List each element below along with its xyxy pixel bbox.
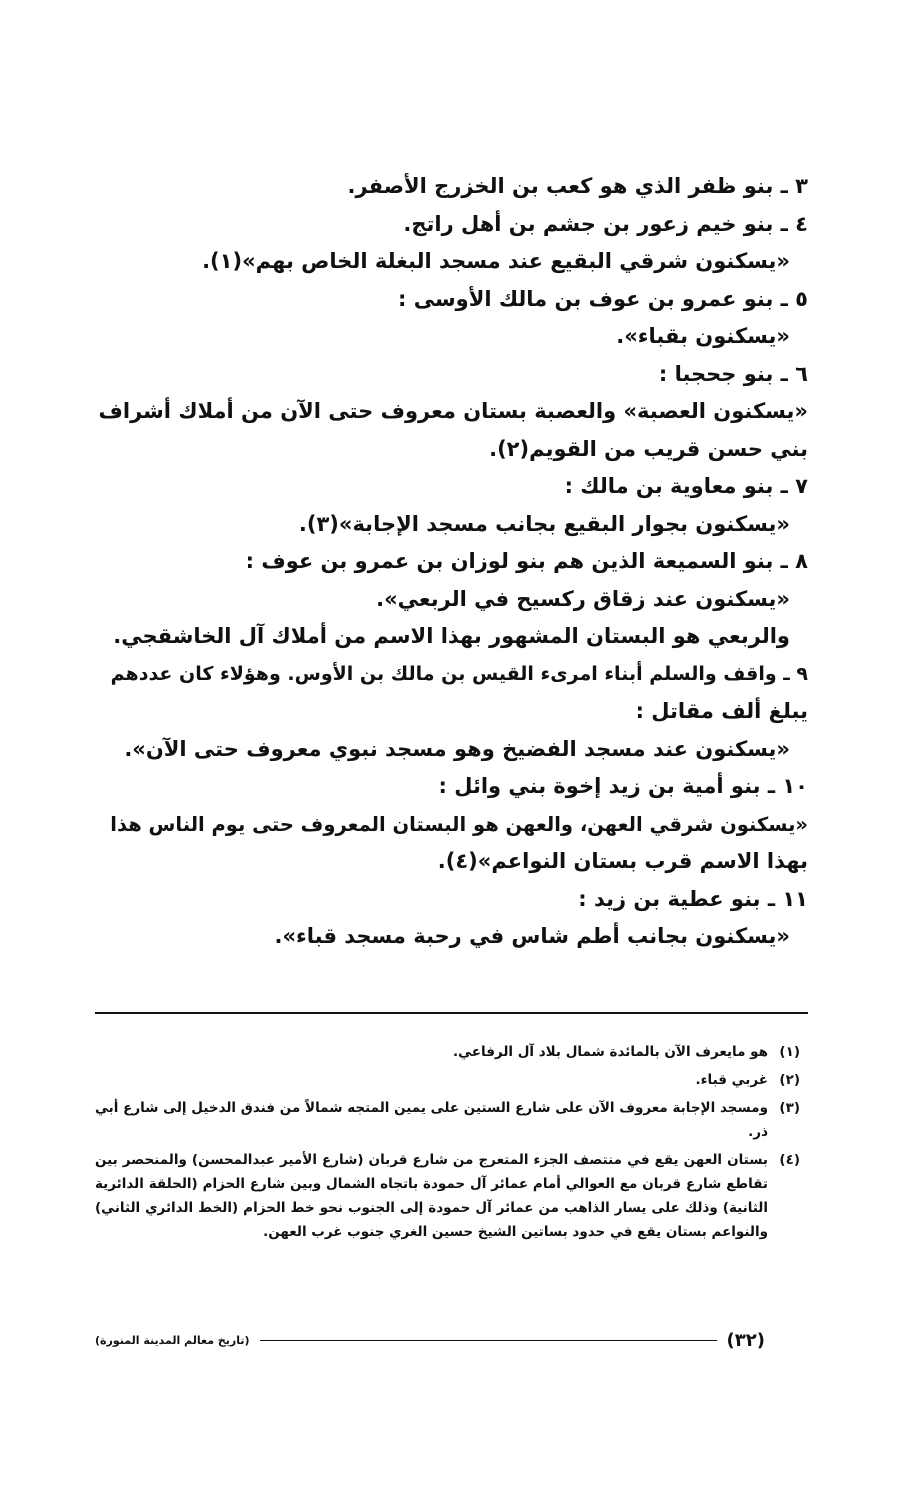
text-line: ١٠ ـ بنو أمية بن زيد إخوة بني وائل :	[438, 774, 808, 798]
text-line: ١١ ـ بنو عطية بن زيد :	[578, 886, 808, 911]
footnote-number: (٤)	[779, 1152, 800, 1168]
text-line: «يسكنون بجانب أطم شاس في رحبة مسجد قباء».	[274, 924, 790, 948]
footnote-text: غربي قباء.	[695, 1072, 768, 1088]
footnote-number: (١)	[779, 1044, 800, 1060]
text-line: ٥ ـ بنو عمرو بن عوف بن مالك الأوسى :	[398, 286, 808, 311]
text-line: ٣ ـ بنو ظفر الذي هو كعب بن الخزرج الأصفر.	[347, 174, 808, 198]
text-line: «يسكنون عند مسجد الفضيخ وهو مسجد نبوي معروف حتى الآن».	[124, 736, 790, 761]
footnote	[95, 1040, 800, 1064]
page-number: (٣٢)	[726, 1329, 765, 1351]
text-line: «يسكنون شرقي البقيع عند مسجد البغلة الخاص بهم»(١).	[202, 249, 790, 273]
footer-line	[260, 1340, 717, 1341]
text-line: بهذا الاسم قرب بستان النواعم»(٤).	[437, 849, 808, 873]
text-line: ٤ ـ بنو خيم زعور بن جشم بن أهل راتج.	[403, 211, 808, 236]
text-line: «يسكنون بقباء».	[616, 324, 790, 348]
footnote-text: ومسجد الإجابة معروف الآن على شارع الستين على يمين المتجه شمالاً من فندق الدخيل إلى شارع أبي ذر.	[95, 1100, 768, 1140]
text-line: ٩ ـ واقف والسلم أبناء امرىء القيس بن مالك بن الأوس. وهؤلاء كان عددهم	[110, 662, 808, 685]
text-line: «يسكنون بجوار البقيع بجانب مسجد الإجابة»(٣).	[298, 511, 790, 536]
footnotes	[95, 1040, 800, 1248]
main-text	[95, 168, 808, 956]
text-line: ٦ ـ بنو جحجبا :	[658, 361, 808, 386]
text-line: بني حسن قريب من القويم(٢).	[489, 436, 808, 461]
footnote-number: (٢)	[779, 1072, 800, 1088]
text-line: ٧ ـ بنو معاوية بن مالك :	[564, 474, 808, 498]
text-line: ٨ ـ بنو السميعة الذين هم بنو لوزان بن عمرو بن عوف :	[245, 549, 808, 573]
footnote-text: هو مايعرف الآن بالمائدة شمال بلاد آل الرفاعي.	[453, 1044, 768, 1060]
footnote-text: بستان العهن يقع في منتصف الجزء المتعرج من شارع قربان (شارع الأمير عبدالمحسن) والمنحصر بين تقاطع شارع قربان مع العوالي أمام عمائر آل حمودة باتجاه الشمال وبين شارع الحزام (الحلقة الدائرية الثانية) وذلك على يسار الذاهب من عمائر آل حمودة إلى الجنوب نحو خط الحزام (الخط الدائري الثاني) والنواعم بستان يقع في حدود بساتين الشيخ حسين الغري جنوب غرب العهن.	[95, 1152, 768, 1240]
footnote	[95, 1148, 800, 1244]
text-line: والربعي هو البستان المشهور بهذا الاسم من أملاك آل الخاشقجي.	[113, 624, 790, 648]
text-line: يبلغ ألف مقاتل :	[635, 699, 808, 723]
footnote-separator	[95, 1012, 808, 1014]
text-line: «يسكنون عند زقاق ركسيح في الربعي».	[376, 586, 790, 611]
footnote	[95, 1068, 800, 1092]
page-footer	[95, 1328, 765, 1352]
text-line: «يسكنون العصبة» والعصبة بستان معروف حتى الآن من أملاك أشراف	[98, 399, 808, 423]
footnote	[95, 1096, 800, 1144]
text-line: «يسكنون شرقي العهن، والعهن هو البستان المعروف حتى يوم الناس هذا	[110, 812, 808, 836]
running-title: (تاريخ معالم المدينة المنورة)	[95, 1333, 250, 1347]
footnote-number: (٣)	[779, 1100, 800, 1116]
